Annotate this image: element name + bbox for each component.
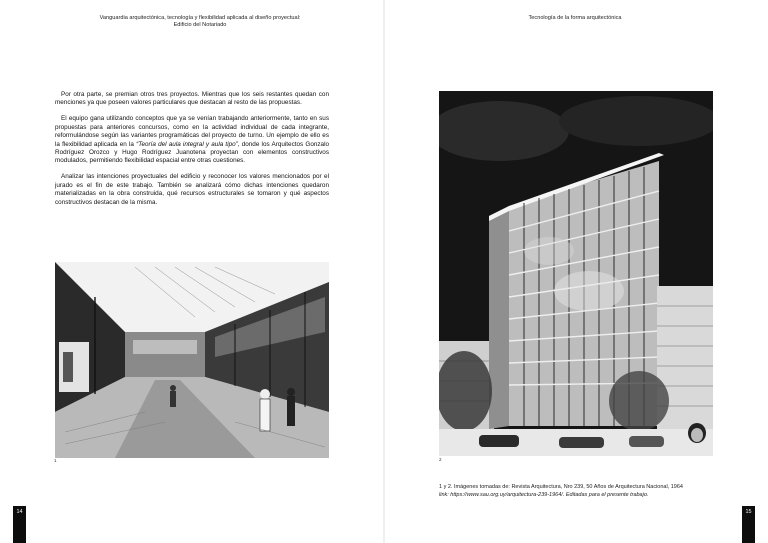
caption-line-2: link: https://www.sau.org.uy/arquitectura-239-1964/. Editadas para el presente trabajo.: [439, 492, 649, 498]
paragraph-2: [55, 115, 329, 165]
interior-sketch-illustration: [55, 262, 329, 458]
building-photo-illustration: [439, 91, 713, 456]
page-gutter: [383, 0, 385, 543]
left-running-head: [85, 15, 315, 29]
figure-1-interior-perspective: [55, 262, 329, 458]
right-page-number-text: 15: [745, 509, 752, 515]
left-page-number-text: 14: [16, 509, 23, 515]
paragraph-2-before: El equipo gana utilizando conceptos que ya se venían trabajando anteriormente, tanto en sus propuestas para anteriores concursos, como en la actividad individual de cada integrante, reformulándose según las variantes programáticas del proyecto de turno. Un ejemplo de ello es la flexibilidad aplicada en la: [55, 115, 329, 148]
paragraph-2-emphasis: “Teoría del aula integral y aula tipo”: [136, 140, 238, 148]
figure-2-building-photo: [439, 91, 713, 456]
paragraph-1: Por otra parte, se premian otros tres proyectos. Mientras que los seis restantes quedan con menciones ya que poseen valores particulares que destacan al resto de las propuestas.: [55, 91, 329, 107]
figure-caption: [439, 483, 729, 499]
right-running-head: Tecnología de la forma arquitectónica: [528, 15, 622, 21]
paragraph-2-after: , donde los Arquitectos Gonzalo Rodríguez Orozco y Hugo Rodríguez Juanotena proyectan con elementos constructivos modulados, permitiendo flexibilidad espacial entre otras cuestiones.: [55, 140, 330, 165]
figure-1-number: 1: [54, 458, 57, 463]
running-head-line-2: Edificio del Notariado: [173, 22, 227, 28]
running-head-line-1: Vanguardia arquitectónica, tecnología y flexibilidad aplicada al diseño proyectual:: [99, 15, 301, 21]
body-text-column: [55, 91, 329, 215]
right-page-number: [742, 506, 755, 543]
paragraph-3: Analizar las intenciones proyectuales del edificio y reconocer los valores mencionados por el jurado es el fin de este trabajo. También se analizará cómo dichas intenciones quedaron materializadas en la obra construida, qué recursos estructurales se tomaron y qué aspectos constructivos destacan de la misma.: [55, 173, 329, 206]
figure-2-number: 2: [439, 457, 442, 462]
caption-line-1: 1 y 2. Imágenes tomadas de: Revista Arquitectura, Nro 239, 50 Años de Arquitectura Nacional, 1964: [439, 484, 683, 490]
left-page-number: [13, 506, 26, 543]
